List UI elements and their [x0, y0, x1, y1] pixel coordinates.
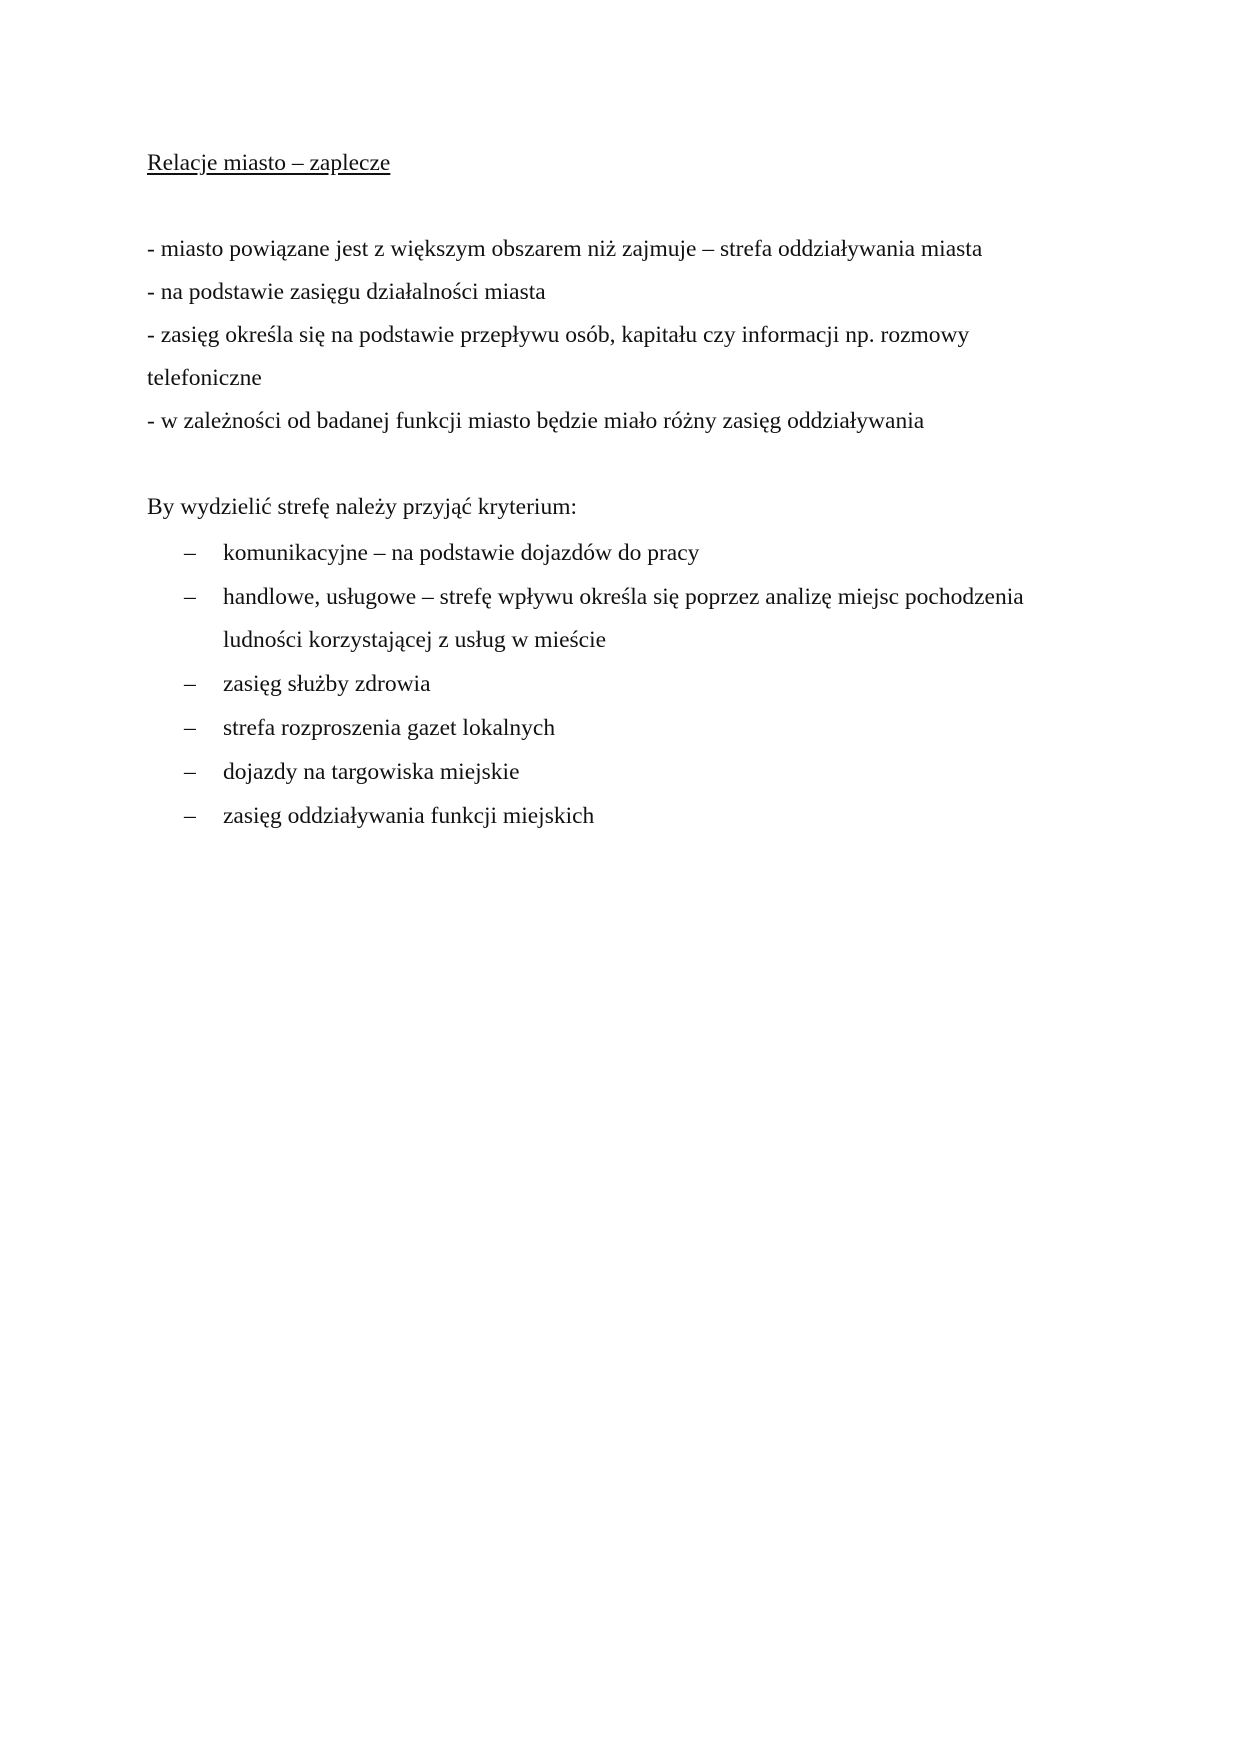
list-marker: –: [184, 540, 196, 566]
criteria-item: [147, 795, 1087, 838]
criteria-item: [147, 707, 1087, 750]
document-title: Relacje miasto – zaplecze: [147, 150, 391, 176]
list-marker: –: [184, 671, 196, 697]
criteria-item: [147, 576, 1087, 662]
list-marker: –: [184, 584, 196, 610]
hyphen-line: - na podstawie zasięgu działalności miasta: [147, 279, 546, 305]
hyphen-line: - w zależności od badanej funkcji miasto będzie miało różny zasięg oddziaływania: [147, 408, 925, 434]
list-marker: –: [184, 759, 196, 785]
criteria-item-text: handlowe, usługowe – strefę wpływu określa się poprzez analizę miejsc pochodzenia ludności korzystającej z usług w mieście: [223, 584, 1024, 653]
document-body: [147, 142, 1087, 839]
criteria-item-text: komunikacyjne – na podstawie dojazdów do pracy: [223, 540, 700, 566]
criteria-item: [147, 751, 1087, 794]
criteria-item-text: zasięg służby zdrowia: [223, 671, 431, 697]
criteria-item-text: dojazdy na targowiska miejskie: [223, 759, 520, 785]
criteria-list: [147, 532, 1087, 838]
hyphen-line: - miasto powiązane jest z większym obszarem niż zajmuje – strefa oddziaływania miasta: [147, 236, 983, 262]
hyphen-list: [147, 228, 1087, 443]
list-marker: –: [184, 803, 196, 829]
criteria-item: [147, 532, 1087, 575]
criteria-item-text: zasięg oddziaływania funkcji miejskich: [223, 803, 595, 829]
hyphen-line: - zasięg określa się na podstawie przepływu osób, kapitału czy informacji np. rozmowy telefoniczne: [147, 322, 970, 391]
criteria-intro: By wydzielić strefę należy przyjąć kryterium:: [147, 494, 577, 520]
criteria-item-text: strefa rozproszenia gazet lokalnych: [223, 715, 556, 741]
criteria-item: [147, 663, 1087, 706]
list-marker: –: [184, 715, 196, 741]
